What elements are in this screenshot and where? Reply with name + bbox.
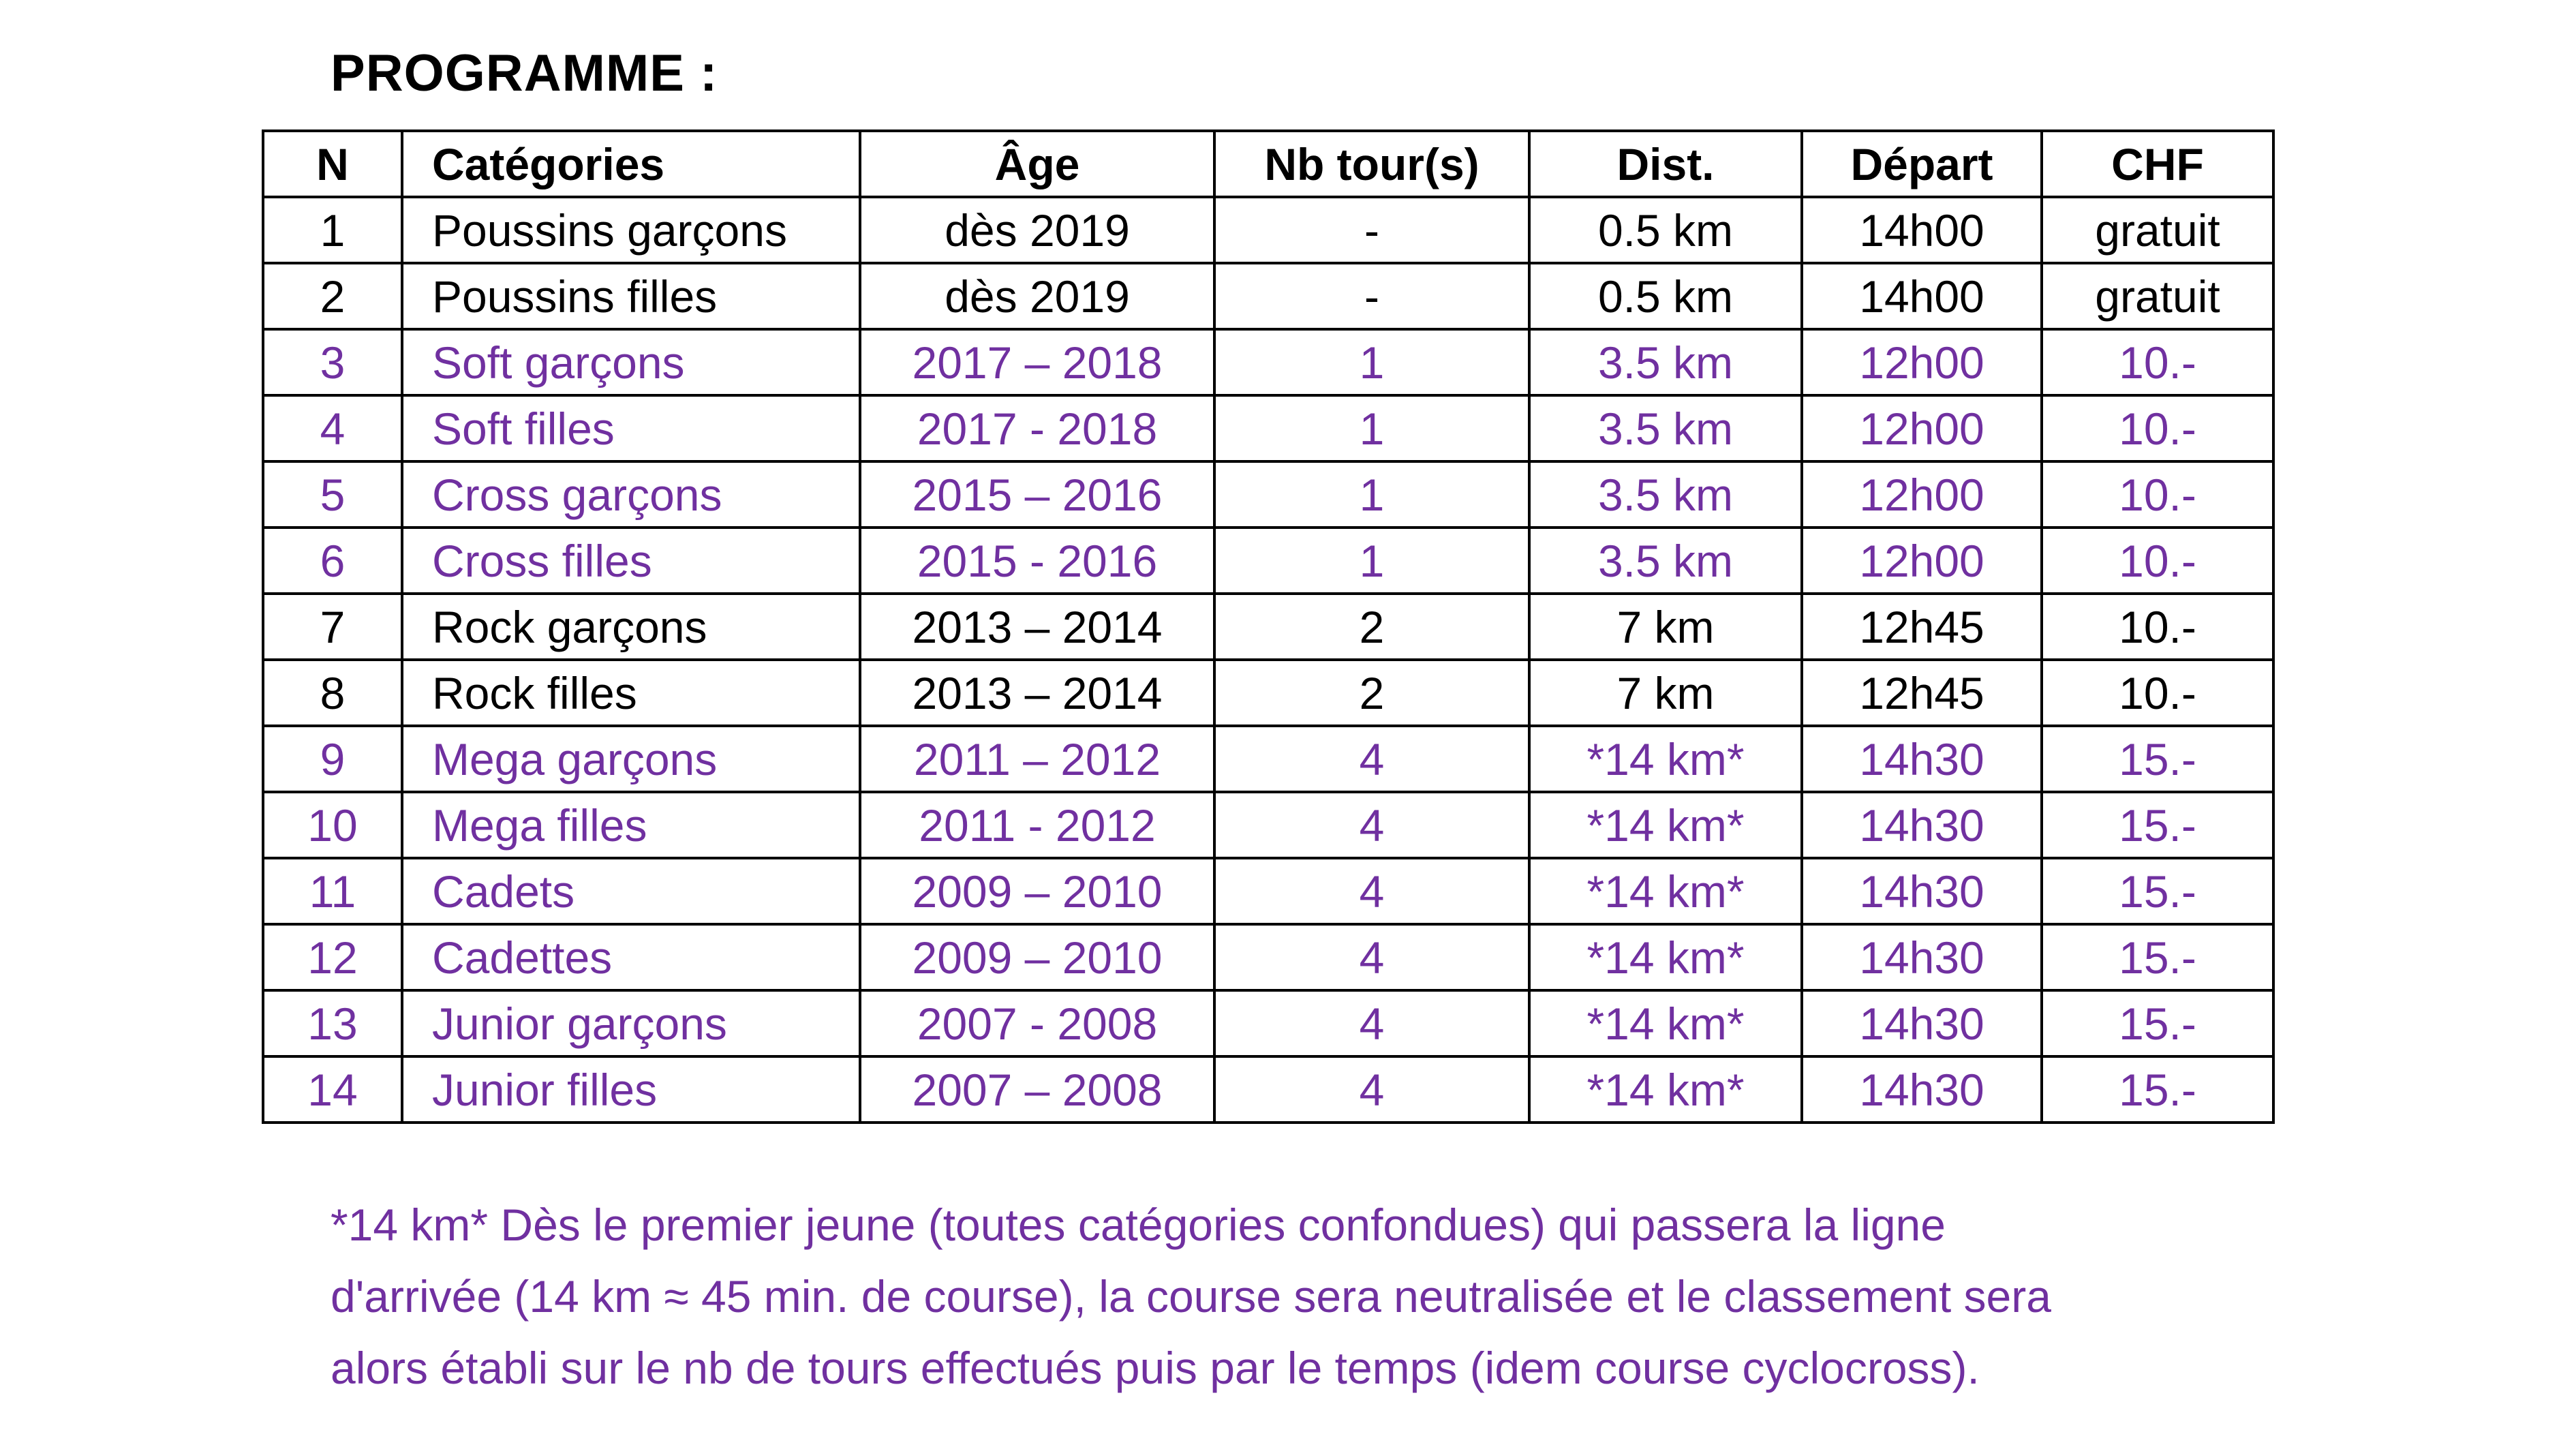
cell-n: 7 xyxy=(263,594,402,660)
cell-chf: 15.- xyxy=(2042,1056,2273,1123)
cell-categorie: Cross filles xyxy=(402,528,860,594)
cell-categorie: Poussins garçons xyxy=(402,197,860,263)
cell-chf: 15.- xyxy=(2042,726,2273,792)
cell-age: 2007 – 2008 xyxy=(860,1056,1214,1123)
footnote-line: d'arrivée (14 km ≈ 45 min. de course), la course sera neutralisée et le classement sera xyxy=(331,1271,2051,1322)
cell-age: 2017 - 2018 xyxy=(860,395,1214,461)
cell-age: dès 2019 xyxy=(860,263,1214,329)
cell-chf: 10.- xyxy=(2042,660,2273,726)
table-row xyxy=(263,726,2273,792)
cell-age: 2015 - 2016 xyxy=(860,528,1214,594)
cell-depart: 14h30 xyxy=(1802,1056,2042,1123)
cell-dist: 0.5 km xyxy=(1529,197,1802,263)
cell-nb-tours: 1 xyxy=(1214,329,1529,395)
cell-age: 2017 – 2018 xyxy=(860,329,1214,395)
cell-nb-tours: 4 xyxy=(1214,990,1529,1056)
cell-depart: 14h30 xyxy=(1802,726,2042,792)
table-row xyxy=(263,395,2273,461)
cell-categorie: Soft filles xyxy=(402,395,860,461)
cell-n: 2 xyxy=(263,263,402,329)
cell-age: 2011 - 2012 xyxy=(860,792,1214,858)
table-row xyxy=(263,528,2273,594)
cell-dist: 7 km xyxy=(1529,594,1802,660)
cell-dist: *14 km* xyxy=(1529,792,1802,858)
cell-nb-tours: 2 xyxy=(1214,660,1529,726)
cell-dist: 3.5 km xyxy=(1529,461,1802,528)
cell-n: 3 xyxy=(263,329,402,395)
cell-chf: gratuit xyxy=(2042,197,2273,263)
cell-chf: 10.- xyxy=(2042,528,2273,594)
cell-age: 2007 - 2008 xyxy=(860,990,1214,1056)
cell-categorie: Mega filles xyxy=(402,792,860,858)
header-chf: CHF xyxy=(2042,131,2273,197)
cell-dist: *14 km* xyxy=(1529,1056,1802,1123)
cell-dist: 3.5 km xyxy=(1529,329,1802,395)
cell-chf: 15.- xyxy=(2042,792,2273,858)
table-row xyxy=(263,660,2273,726)
cell-depart: 12h00 xyxy=(1802,395,2042,461)
cell-categorie: Cadettes xyxy=(402,924,860,990)
cell-categorie: Junior garçons xyxy=(402,990,860,1056)
page-title: PROGRAMME : xyxy=(331,44,718,102)
cell-age: 2009 – 2010 xyxy=(860,924,1214,990)
cell-n: 4 xyxy=(263,395,402,461)
cell-nb-tours: 4 xyxy=(1214,792,1529,858)
cell-n: 1 xyxy=(263,197,402,263)
cell-categorie: Poussins filles xyxy=(402,263,860,329)
cell-categorie: Rock garçons xyxy=(402,594,860,660)
cell-depart: 14h00 xyxy=(1802,263,2042,329)
cell-nb-tours: - xyxy=(1214,263,1529,329)
cell-depart: 14h30 xyxy=(1802,990,2042,1056)
cell-nb-tours: 4 xyxy=(1214,1056,1529,1123)
cell-n: 14 xyxy=(263,1056,402,1123)
cell-categorie: Cross garçons xyxy=(402,461,860,528)
table-row xyxy=(263,263,2273,329)
cell-n: 13 xyxy=(263,990,402,1056)
cell-nb-tours: 1 xyxy=(1214,461,1529,528)
cell-age: 2011 – 2012 xyxy=(860,726,1214,792)
cell-depart: 12h00 xyxy=(1802,461,2042,528)
cell-dist: 3.5 km xyxy=(1529,528,1802,594)
cell-age: 2015 – 2016 xyxy=(860,461,1214,528)
cell-n: 11 xyxy=(263,858,402,924)
cell-chf: 10.- xyxy=(2042,461,2273,528)
footnote xyxy=(331,1189,2443,1404)
cell-dist: 0.5 km xyxy=(1529,263,1802,329)
cell-categorie: Junior filles xyxy=(402,1056,860,1123)
cell-depart: 12h00 xyxy=(1802,329,2042,395)
cell-chf: gratuit xyxy=(2042,263,2273,329)
header-dist: Dist. xyxy=(1529,131,1802,197)
table-row xyxy=(263,1056,2273,1123)
cell-depart: 14h30 xyxy=(1802,792,2042,858)
cell-n: 9 xyxy=(263,726,402,792)
cell-nb-tours: 2 xyxy=(1214,594,1529,660)
header-nb-tours: Nb tour(s) xyxy=(1214,131,1529,197)
cell-depart: 14h00 xyxy=(1802,197,2042,263)
cell-categorie: Rock filles xyxy=(402,660,860,726)
cell-depart: 14h30 xyxy=(1802,858,2042,924)
cell-age: 2009 – 2010 xyxy=(860,858,1214,924)
cell-n: 8 xyxy=(263,660,402,726)
cell-depart: 14h30 xyxy=(1802,924,2042,990)
cell-categorie: Mega garçons xyxy=(402,726,860,792)
table-row xyxy=(263,792,2273,858)
cell-nb-tours: 1 xyxy=(1214,395,1529,461)
table-row xyxy=(263,924,2273,990)
cell-dist: *14 km* xyxy=(1529,990,1802,1056)
cell-dist: *14 km* xyxy=(1529,726,1802,792)
cell-chf: 15.- xyxy=(2042,924,2273,990)
cell-n: 10 xyxy=(263,792,402,858)
cell-dist: 3.5 km xyxy=(1529,395,1802,461)
programme-table xyxy=(262,129,2275,1124)
table-row xyxy=(263,990,2273,1056)
cell-chf: 15.- xyxy=(2042,858,2273,924)
cell-dist: *14 km* xyxy=(1529,858,1802,924)
cell-depart: 12h00 xyxy=(1802,528,2042,594)
header-age: Âge xyxy=(860,131,1214,197)
table-row xyxy=(263,858,2273,924)
header-n: N xyxy=(263,131,402,197)
cell-nb-tours: 4 xyxy=(1214,858,1529,924)
cell-depart: 12h45 xyxy=(1802,660,2042,726)
cell-n: 6 xyxy=(263,528,402,594)
cell-nb-tours: 4 xyxy=(1214,924,1529,990)
table-row xyxy=(263,197,2273,263)
cell-age: 2013 – 2014 xyxy=(860,594,1214,660)
footnote-line: alors établi sur le nb de tours effectués puis par le temps (idem course cyclocross). xyxy=(331,1343,1980,1393)
header-depart: Départ xyxy=(1802,131,2042,197)
cell-age: dès 2019 xyxy=(860,197,1214,263)
cell-n: 12 xyxy=(263,924,402,990)
footnote-line: *14 km* Dès le premier jeune (toutes catégories confondues) qui passera la ligne xyxy=(331,1200,1946,1250)
cell-nb-tours: 1 xyxy=(1214,528,1529,594)
cell-chf: 10.- xyxy=(2042,395,2273,461)
cell-nb-tours: 4 xyxy=(1214,726,1529,792)
cell-chf: 10.- xyxy=(2042,329,2273,395)
table-header-row xyxy=(263,131,2273,197)
cell-categorie: Soft garçons xyxy=(402,329,860,395)
table-row xyxy=(263,329,2273,395)
cell-chf: 15.- xyxy=(2042,990,2273,1056)
cell-chf: 10.- xyxy=(2042,594,2273,660)
cell-n: 5 xyxy=(263,461,402,528)
table-row xyxy=(263,594,2273,660)
table-row xyxy=(263,461,2273,528)
cell-nb-tours: - xyxy=(1214,197,1529,263)
cell-categorie: Cadets xyxy=(402,858,860,924)
table-body xyxy=(263,197,2273,1123)
cell-dist: *14 km* xyxy=(1529,924,1802,990)
cell-depart: 12h45 xyxy=(1802,594,2042,660)
header-categories: Catégories xyxy=(402,131,860,197)
cell-dist: 7 km xyxy=(1529,660,1802,726)
cell-age: 2013 – 2014 xyxy=(860,660,1214,726)
